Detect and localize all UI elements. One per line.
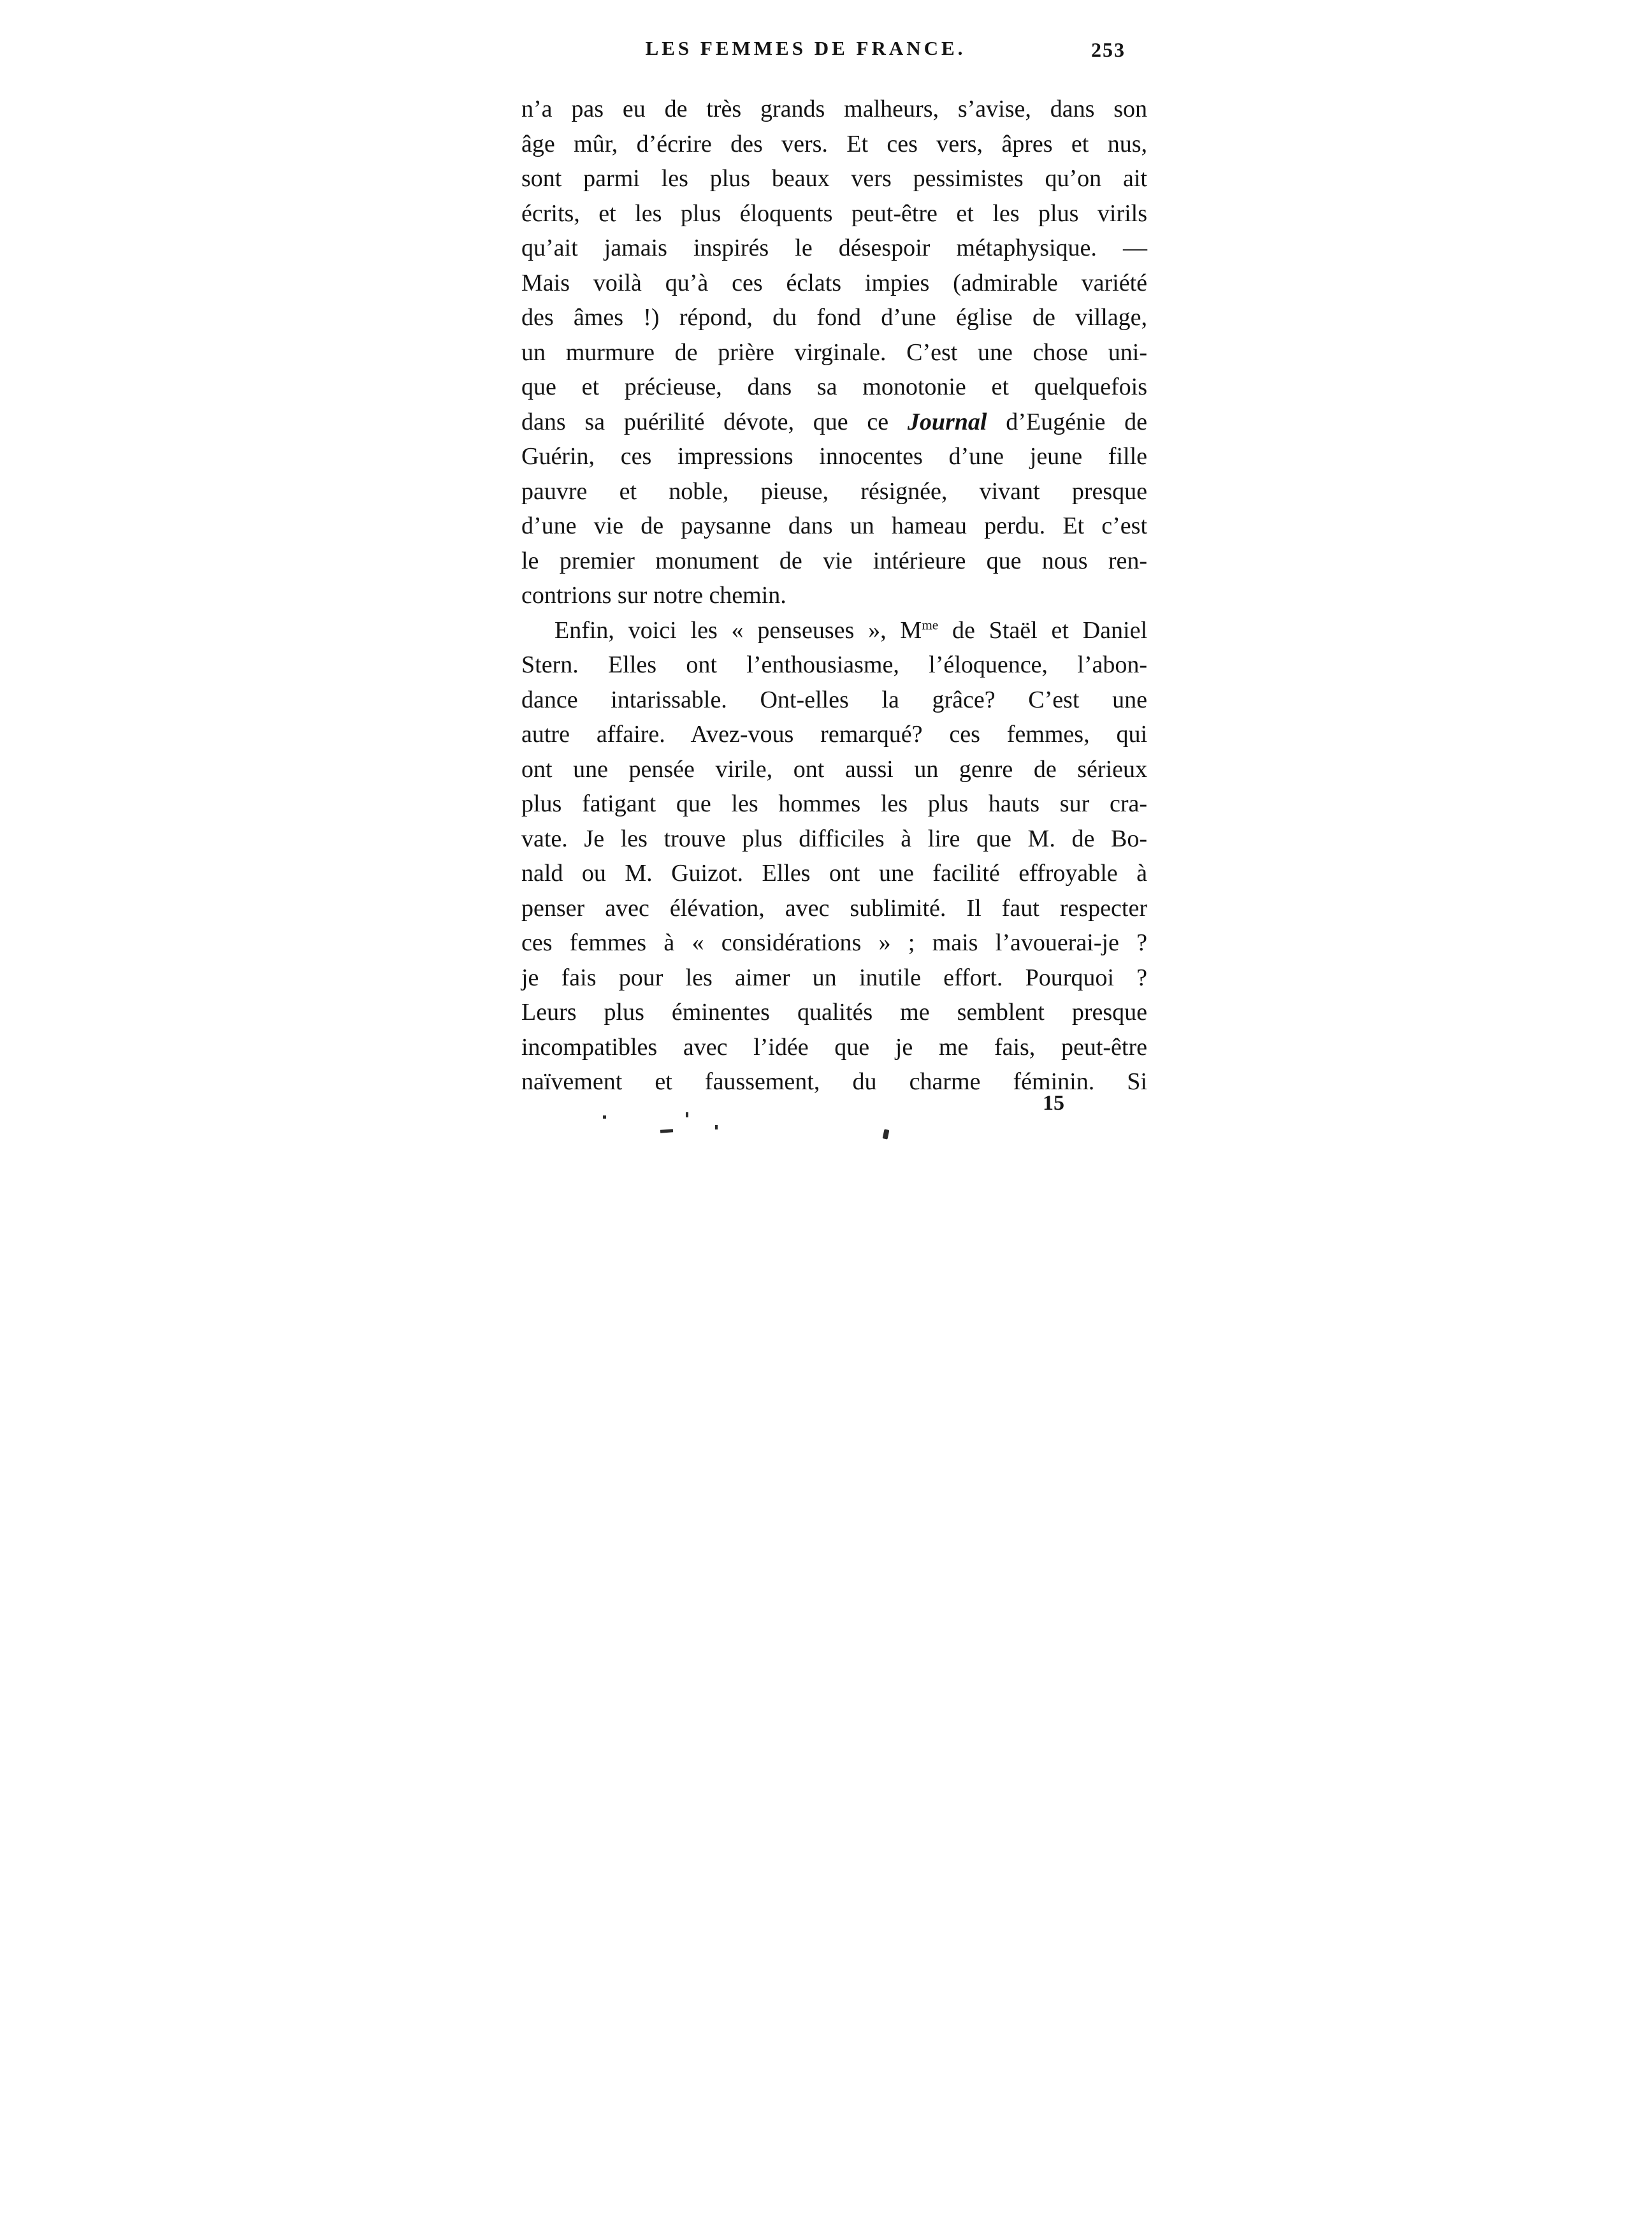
page-number: 253 xyxy=(1091,38,1126,61)
text-line: un murmure de prière virginale. C’est une chose uni- xyxy=(521,338,1147,366)
text-line: je fais pour les aimer un inutile effort. Pourquoi ? xyxy=(521,964,1147,991)
text-line: pauvre et noble, pieuse, résignée, vivant presque xyxy=(521,477,1147,505)
text-line: autre affaire. Avez-vous remarqué? ces femmes, qui xyxy=(521,721,1147,748)
text-line: écrits, et les plus éloquents peut-être et les plus virils xyxy=(521,200,1147,227)
text-line: d’une vie de paysanne dans un hameau perdu. Et c’est xyxy=(521,512,1147,539)
text-line: dans sa puérilité dévote, que ce Journal d’Eugénie de xyxy=(521,408,1147,435)
scan-speck xyxy=(715,1125,718,1129)
text-line: naïvement et faussement, du charme féminin. Si xyxy=(521,1068,1147,1095)
running-title: LES FEMMES DE FRANCE. xyxy=(645,37,966,59)
emphasized-text: Journal xyxy=(907,408,987,435)
text-line: penser avec élévation, avec sublimité. Il faut respecter xyxy=(521,894,1147,922)
text-line: des âmes !) répond, du fond d’une église de village, xyxy=(521,304,1147,331)
scan-speck xyxy=(660,1129,673,1133)
text-line: dance intarissable. Ont-elles la grâce? C’est une xyxy=(521,686,1147,713)
text-line: n’a pas eu de très grands malheurs, s’avise, dans son xyxy=(521,96,1147,122)
text-line: ces femmes à « considérations » ; mais l’avouerai-je ? xyxy=(521,929,1147,956)
signature-mark: 15 xyxy=(1043,1091,1064,1115)
text-line: sont parmi les plus beaux vers pessimistes qu’on ait xyxy=(521,165,1147,192)
text-line: Mais voilà qu’à ces éclats impies (admirable variété xyxy=(521,269,1147,296)
body-text xyxy=(521,92,1147,1100)
text-line: plus fatigant que les hommes les plus hauts sur cra- xyxy=(521,790,1147,817)
superscript-text: me xyxy=(922,616,939,632)
text-line: Leurs plus éminentes qualités me semblent presque xyxy=(521,999,1147,1026)
text-line: que et précieuse, dans sa monotonie et quelquefois xyxy=(521,374,1147,400)
text-line: âge mûr, d’écrire des vers. Et ces vers, âpres et nus, xyxy=(521,130,1147,157)
running-head xyxy=(521,37,1147,68)
text-line: incompatibles avec l’idée que je me fais, peut-être xyxy=(521,1033,1147,1061)
scan-speck xyxy=(603,1115,606,1119)
text-line: Enfin, voici les « penseuses », $M^{me}$ de Staël et Daniel xyxy=(554,616,1147,644)
text-line: qu’ait jamais inspirés le désespoir métaphysique. — xyxy=(521,235,1147,261)
text-line: contrions sur notre chemin. xyxy=(521,582,786,609)
text-line: le premier monument de vie intérieure que nous ren- xyxy=(521,547,1147,574)
text-line: nald ou M. Guizot. Elles ont une facilité effroyable à xyxy=(521,860,1147,887)
scan-speck xyxy=(883,1129,890,1139)
text-line: vate. Je les trouve plus difficiles à lire que M. de Bo- xyxy=(521,825,1147,852)
text-line: ont une pensée virile, ont aussi un genre de sérieux xyxy=(521,755,1147,783)
text-line: Stern. Elles ont l’enthousiasme, l’éloquence, l’abon- xyxy=(521,651,1147,678)
text-line: Guérin, ces impressions innocentes d’une jeune fille xyxy=(521,443,1147,470)
scan-speck xyxy=(686,1112,688,1117)
